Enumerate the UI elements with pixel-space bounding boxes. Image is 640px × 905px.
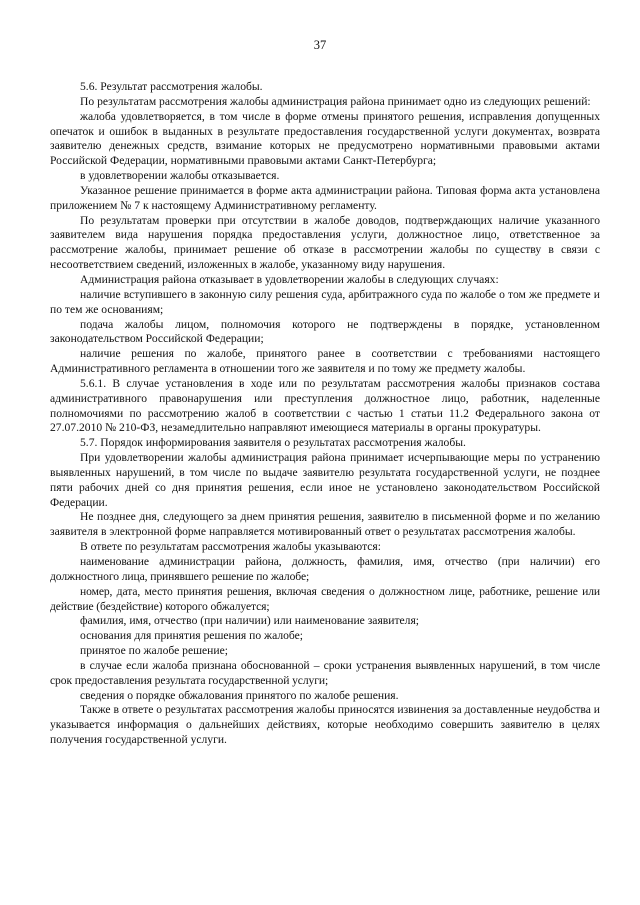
paragraph: По результатам проверки при отсутствии в жалобе доводов, подтверждающих наличие указанного заявителем вида нарушения порядка предоставления услуги, должностное лицо, ответственное за рассмотрение жалобы, принимает решение об отказе в рассмотрении жалобы по существу в связи с несоответствием сведений, изложенных в жалобе, указанному виду нарушения. xyxy=(50,213,600,272)
list-item: номер, дата, место принятия решения, включая сведения о должностном лице, работнике, решение или действие (бездействие) которого обжалуется; xyxy=(50,584,600,613)
list-item: основания для принятия решения по жалобе; xyxy=(80,629,304,643)
document-body xyxy=(50,80,600,748)
list-item: наименование администрации района, должность, фамилия, имя, отчество (при наличии) его должностного лица, принявшего решение по жалобе; xyxy=(50,555,600,583)
page-number: 37 xyxy=(313,38,327,52)
list-item: жалоба удовлетворяется, в том числе в форме отмены принятого решения, исправления допущенных опечаток и ошибок в выданных в результате предоставления государственной услуги документах, возврата заявителю денежных средств, взимание которых не предусмотрено нормативными правовыми актами Российской Федерации, нормативными правовыми актами Санкт-Петербурга; xyxy=(50,109,600,168)
paragraph: Администрация района отказывает в удовлетворении жалобы в следующих случаях: xyxy=(80,272,499,286)
paragraph: В ответе по результатам рассмотрения жалобы указываются: xyxy=(80,540,381,554)
section-heading-5-7: 5.7. Порядок информирования заявителя о результатах рассмотрения жалобы. xyxy=(80,436,466,450)
list-item: в случае если жалоба признана обоснованной – сроки устранения выявленных нарушений, в том числе срок предоставления результата государственной услуги; xyxy=(50,658,600,687)
list-item: фамилия, имя, отчество (при наличии) или наименование заявителя; xyxy=(80,614,420,628)
list-item: наличие решения по жалобе, принятого ранее в соответствии с требованиями настоящего Административного регламента в отношении того же заявителя и по тому же предмету жалобы. xyxy=(50,347,600,376)
list-item: наличие вступившего в законную силу решения суда, арбитражного суда по жалобе о том же предмете и по тем же основаниям; xyxy=(50,287,600,316)
paragraph: Указанное решение принимается в форме акта администрации района. Типовая форма акта установлена приложением № 7 к настоящему Административному регламенту. xyxy=(50,183,600,212)
paragraph: По результатам рассмотрения жалобы администрация района принимает одно из следующих решений: xyxy=(80,94,591,108)
list-item: принятое по жалобе решение; xyxy=(80,644,228,658)
paragraph: Также в ответе о результатах рассмотрения жалобы приносятся извинения за доставленные неудобства и указывается информация о дальнейших действиях, которые необходимо совершить заявителю в целях получения государственной услуги. xyxy=(50,703,600,747)
paragraph: При удовлетворении жалобы администрация района принимает исчерпывающие меры по устранению выявленных нарушений, в том числе по выдаче заявителю результата государственной услуги, не позднее пяти рабочих дней со дня принятия решения, если иное не установлено законодательством Российской Федерации. xyxy=(50,451,600,509)
list-item: сведения о порядке обжалования принятого по жалобе решения. xyxy=(80,688,399,702)
list-item: подача жалобы лицом, полномочия которого не подтверждены в порядке, установленном законодательством Российской Федерации; xyxy=(50,317,600,346)
list-item: в удовлетворении жалобы отказывается. xyxy=(80,169,280,183)
section-paragraph-5-6-1: 5.6.1. В случае установления в ходе или по результатам рассмотрения жалобы признаков состава административного правонарушения или преступления должностное лицо, работник, наделенные полномочиями по рассмотрению жалоб в соответствии с частью 1 статьи 11.2 Федерального закона от 27.07.2010 № 210-ФЗ, незамедлительно направляют имеющиеся материалы в органы прокуратуры. xyxy=(50,376,600,435)
section-heading-5-6: 5.6. Результат рассмотрения жалобы. xyxy=(80,80,263,93)
paragraph: Не позднее дня, следующего за днем принятия решения, заявителю в письменной форме и по желанию заявителя в электронной форме направляется мотивированный ответ о результатах рассмотрения жалобы. xyxy=(50,510,600,539)
